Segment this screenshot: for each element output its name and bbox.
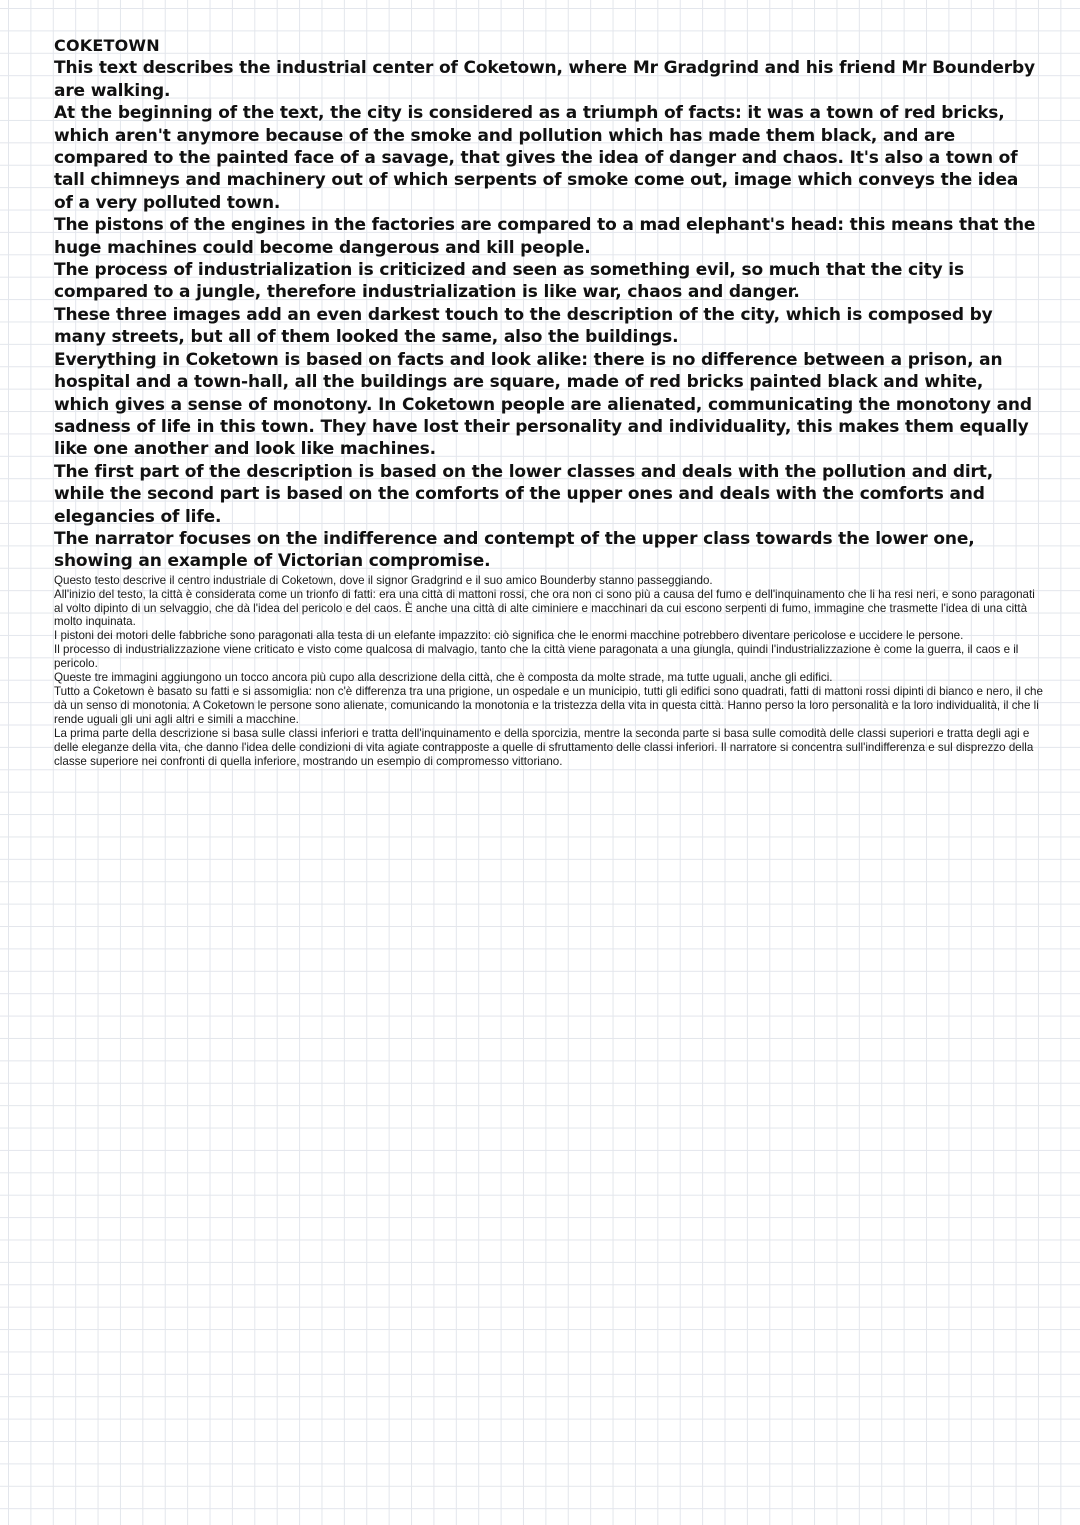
english-paragraph: This text describes the industrial center of Coketown, where Mr Gradgrind and his friend Mr Bounderby are walking. [54,58,1035,101]
english-paragraph: Everything in Coketown is based on facts and look alike: there is no difference between a prison, an hospital and a town-hall, all the buildings are square, made of red bricks painted black and white, which gives a sense of monotony. In Coketown people are alienated, communicating the monotony and sadness of life in this town. They have lost their personality and individuality, this makes them equally like one another and look like machines. [54,349,1032,460]
italian-paragraph: Tutto a Coketown è basato su fatti e si assomiglia: non c'è differenza tra una prigione, un ospedale e un municipio, tutti gli edifici sono quadrati, fatti di mattoni rossi dipinti di bianco e nero, il che dà un senso di monotonia. A Coketown le persone sono alienate, comunicando la monotonia e la tristezza della vita in questa città. Hanno perso la loro personalità e la loro individualità, il che li rende uguali gli uni agli altri e simili a macchine. [54,685,1043,726]
italian-paragraph: Il processo di industrializzazione viene criticato e visto come qualcosa di malvagio, tanto che la città viene paragonata a una giungla, quindi l'industrializzazione è come la guerra, il caos e il pericolo. [54,643,1019,671]
english-paragraph: The pistons of the engines in the factories are compared to a mad elephant's head: this means that the huge machines could become dangerous and kill people. [54,215,1036,258]
italian-paragraph: Questo testo descrive il centro industriale di Coketown, dove il signor Gradgrind e il suo amico Bounderby stanno passeggiando. [54,573,713,587]
english-paragraph: The process of industrialization is criticized and seen as something evil, so much that the city is compared to a jungle, therefore industrialization is like war, chaos and danger. [54,260,964,303]
italian-paragraph: La prima parte della descrizione si basa sulle classi inferiori e tratta dell'inquinamento e della sporcizia, mentre la seconda parte si basa sulle comodità delle classi superiori e tratta degli agi e delle eleganze della vita, che danno l'idea delle condizioni di vita agiate contrapposte a quelle di sfruttamento delle classi inferiori. Il narratore si concentra sull'indifferenza e sul disprezzo della classe superiore nei confronti di quella inferiore, mostrando un esempio di compromesso vittoriano. [54,726,1034,768]
note-page [54,35,1054,768]
english-paragraph: These three images add an even darkest touch to the description of the city, which is composed by many streets, but all of them looked the same, also the buildings. [54,304,993,348]
italian-paragraph: Queste tre immagini aggiungono un tocco ancora più cupo alla descrizione della città, che è composta da molte strade, ma tutte uguali, anche gli edifici. [54,671,833,685]
italian-paragraph: I pistoni dei motori delle fabbriche sono paragonati alla testa di un elefante impazzito: ciò significa che le enormi macchine potrebbero diventare pericolose e uccidere le persone. [54,629,964,643]
italian-translation [54,574,1044,769]
english-paragraph: At the beginning of the text, the city is considered as a triumph of facts: it was a town of red bricks, which aren't anymore because of the smoke and pollution which has made them black, and are compared to the painted face of a savage, that gives the idea of danger and chaos. It's also a town of tall chimneys and machinery out of which serpents of smoke come out, image which conveys the idea of a very polluted town. [54,103,1019,213]
italian-paragraph: All'inizio del testo, la città è considerata come un trionfo di fatti: era una città di mattoni rossi, che ora non ci sono più a causa del fumo e dell'inquinamento che li ha resi neri, e sono paragonati al volto dipinto di un selvaggio, che dà l'idea del pericolo e del caos. È anche una città di alte ciminiere e macchinari da cui escono serpenti di fumo, immagine che trasmette l'idea di una città molto inquinata. [54,587,1035,629]
english-summary [54,57,1039,572]
english-paragraph: The first part of the description is based on the lower classes and deals with the pollution and dirt, while the second part is based on the comforts of the upper ones and deals with the comforts and elegancies of life. [54,461,994,527]
english-paragraph: The narrator focuses on the indifference and contempt of the upper class towards the lower one, showing an example of Victorian compromise. [54,528,975,572]
note-title: COKETOWN [54,36,160,55]
